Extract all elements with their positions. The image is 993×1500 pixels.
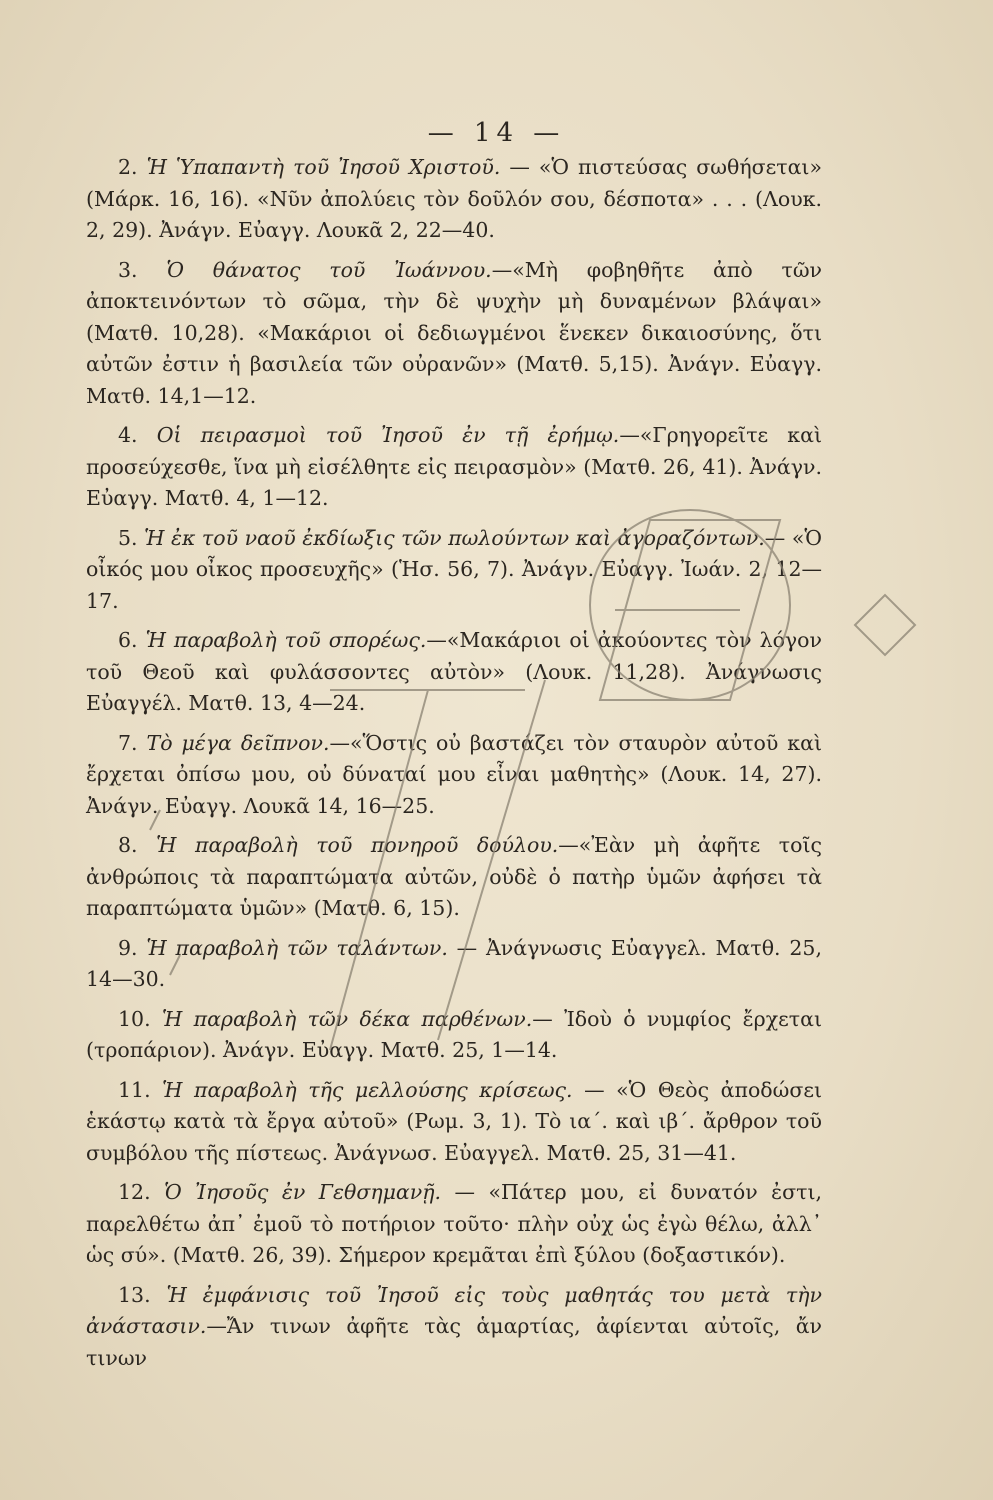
entry-title: Ὁ Ἰησοῦς ἐν Γεθσημανῇ. — [164, 1180, 442, 1204]
entry-13 — [86, 1280, 822, 1375]
entry-body: — «Ὁ Θεὸς ἀποδώσει ἑκάστῳ κατὰ τὰ ἔργα αὐτοῦ» (Ρωμ. 3, 1). Τὸ ια΄. καὶ ιβ΄. ἄρθρον τοῦ συμβόλου τῆς πίστεως. Ἀνάγνωσ. Εὐαγγελ. Ματθ. 25, 31—41. — [86, 1077, 822, 1165]
entry-4 — [86, 420, 822, 515]
entry-number: 3. — [118, 257, 138, 282]
entry-body: —«Ἐὰν μὴ ἀφῆτε τοῖς ἀνθρώποις τὰ παραπτώματα αὐτῶν, οὐδὲ ὁ πατὴρ ὑμῶν ἀφήσει τὰ παραπτώματα ὑμῶν» (Ματθ. 6, 15). — [86, 833, 822, 920]
entry-title: Ἡ Ὑπαπαντὴ τοῦ Ἰησοῦ Χριστοῦ. — [146, 155, 501, 179]
entry-number: 10. — [118, 1006, 151, 1031]
entry-6 — [86, 625, 822, 720]
entry-title: Ἡ παραβολὴ τοῦ σπορέως. — [145, 628, 427, 652]
watermark-diamond — [855, 595, 915, 655]
entry-title: Ἡ ἐκ τοῦ ναοῦ ἐκδίωξις τῶν πωλούντων καὶ ἀγοραζόντων. — [144, 525, 765, 550]
entry-number: 9. — [118, 935, 138, 960]
entry-title: Ἡ παραβολὴ τῶν ταλάντων. — [146, 935, 448, 960]
entry-body: — «Πάτερ μου, εἰ δυνατόν ἐστι, παρελθέτω ἀπ᾿ ἐμοῦ τὸ ποτήριον τοῦτο· πλὴν οὐχ ὡς ἐγὼ θέλω, ἀλλ᾿ ὡς σύ». (Ματθ. 26, 39). Σήμερον κρεμᾶται ἐπὶ ξύλου (δοξαστικόν). — [86, 1180, 823, 1267]
entry-9 — [86, 933, 822, 996]
entry-11 — [86, 1075, 822, 1170]
entry-body: —«Γρηγορεῖτε καὶ προσεύχεσθε, ἵνα μὴ εἰσέλθητε εἰς πειρασμὸν» (Ματθ. 26, 41). Ἀνάγν. Εὐαγγ. Ματθ. 4, 1—12. — [86, 423, 822, 510]
entry-body: —«Μακάριοι οἱ ἀκούοντες τὸν λόγον τοῦ Θεοῦ καὶ φυλάσσοντες αὐτὸν» (Λουκ. 11,28). Ἀνάγνωσις Εὐαγγέλ. Ματθ. 13, 4—24. — [86, 628, 822, 715]
page-number: — 14 — — [427, 118, 566, 148]
entry-number: 11. — [118, 1077, 151, 1102]
entry-title: Ἡ ἐμφάνισις τοῦ Ἰησοῦ εἰς τοὺς μαθητάς του μετὰ τὴν ἀνάστασιν. — [86, 1282, 822, 1338]
entry-body: — Ἰδοὺ ὁ νυμφίος ἔρχεται (τροπάριον). Ἀνάγν. Εὐαγγ. Ματθ. 25, 1—14. — [86, 1006, 822, 1062]
entry-body: —«Μὴ φοβηθῆτε ἀπὸ τῶν ἀποκτεινόντων τὸ σῶμα, τὴν δὲ ψυχὴν μὴ δυναμένων βλάψαι» (Ματθ. 10,28). «Μακάριοι οἱ δεδιωγμένοι ἕνεκεν δικαιοσύνης, ὅτι αὐτῶν ἐστιν ἡ βασιλεία τῶν οὐρανῶν» (Ματθ. 5,15). Ἀνάγν. Εὐαγγ. Ματθ. 14,1—12. — [86, 257, 822, 408]
entry-title: Ἡ παραβολὴ τοῦ πονηροῦ δούλου. — [156, 833, 559, 857]
entry-body: —Ἄν τινων ἀφῆτε τὰς ἁμαρτίας, ἀφίενται αὐτοῖς, ἄν τινων — [86, 1314, 822, 1370]
entry-number: 4. — [118, 423, 138, 447]
entry-title: Ἡ παραβολὴ τῆς μελλούσης κρίσεως. — [162, 1077, 573, 1102]
text-body — [86, 152, 822, 1374]
entry-8 — [86, 830, 822, 925]
entry-number: 13. — [118, 1282, 151, 1307]
entry-number: 6. — [118, 628, 138, 652]
entry-body: — Ἀνάγνωσις Εὐαγγελ. Ματθ. 25, 14—30. — [86, 935, 822, 991]
entry-title: Ἡ παραβολὴ τῶν δέκα παρθένων. — [161, 1006, 533, 1031]
entry-number: 8. — [118, 833, 138, 857]
entry-body: — «Ὁ οἶκός μου οἶκος προσευχῆς» (Ἡσ. 56, 7). Ἀνάγν. Εὐαγγ. Ἰωάν. 2, 12—17. — [86, 525, 822, 613]
entry-title: Τὸ μέγα δεῖπνον. — [146, 730, 330, 755]
entry-title: Ὁ θάνατος τοῦ Ἰωάννου. — [166, 257, 492, 282]
entry-2 — [86, 152, 822, 247]
entry-5 — [86, 523, 822, 618]
entry-7 — [86, 728, 822, 823]
entry-number: 7. — [118, 730, 138, 755]
entry-3 — [86, 255, 822, 413]
entry-number: 2. — [118, 155, 138, 179]
entry-title: Οἱ πειρασμοὶ τοῦ Ἰησοῦ ἐν τῇ ἐρήμῳ. — [156, 423, 620, 447]
entry-body: —«Ὅστις οὐ βαστάζει τὸν σταυρὸν αὐτοῦ καὶ ἔρχεται ὀπίσω μου, οὐ δύναταί μου εἶναι μαθητὴς» (Λουκ. 14, 27). Ἀνάγν. Εὐαγγ. Λουκᾶ 14, 16—25. — [86, 730, 822, 818]
entry-number: 12. — [118, 1180, 151, 1204]
entry-body: — «Ὁ πιστεύσας σωθήσεται» (Μάρκ. 16, 16). «Νῦν ἀπολύεις τὸν δοῦλόν σου, δέσποτα» . . . (Λουκ. 2, 29). Ἀνάγν. Εὐαγγ. Λουκᾶ 2, 22—40. — [86, 155, 822, 242]
entry-number: 5. — [118, 525, 138, 550]
entry-10 — [86, 1004, 822, 1067]
entry-12 — [86, 1177, 822, 1272]
